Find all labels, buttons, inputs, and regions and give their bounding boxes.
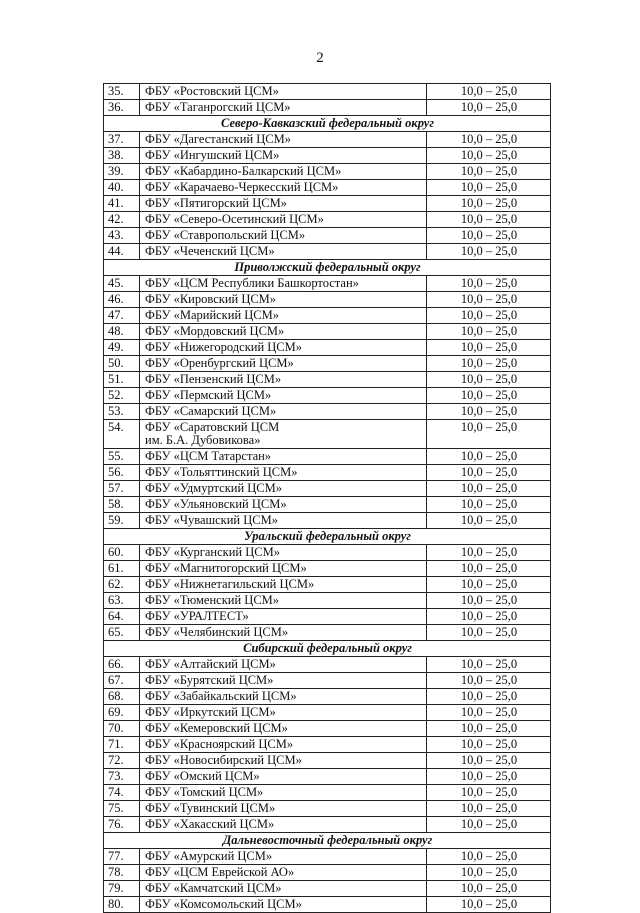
table-row xyxy=(104,404,551,420)
value-range: 10,0 – 25,0 xyxy=(427,737,551,753)
region-header-row xyxy=(104,116,551,132)
row-number: 37. xyxy=(104,132,140,148)
organization-name: ФБУ «Пермский ЦСМ» xyxy=(140,388,427,404)
organization-name: ФБУ «Красноярский ЦСМ» xyxy=(140,737,427,753)
organization-name: ФБУ «Кировский ЦСМ» xyxy=(140,292,427,308)
value-range: 10,0 – 25,0 xyxy=(427,228,551,244)
organization-name: ФБУ «Омский ЦСМ» xyxy=(140,769,427,785)
table-row xyxy=(104,244,551,260)
organization-name: ФБУ «Удмуртский ЦСМ» xyxy=(140,481,427,497)
row-number: 72. xyxy=(104,753,140,769)
table-row xyxy=(104,276,551,292)
row-number: 49. xyxy=(104,340,140,356)
row-number: 59. xyxy=(104,513,140,529)
row-number: 75. xyxy=(104,801,140,817)
value-range: 10,0 – 25,0 xyxy=(427,865,551,881)
table-row xyxy=(104,308,551,324)
value-range: 10,0 – 25,0 xyxy=(427,164,551,180)
value-range: 10,0 – 25,0 xyxy=(427,673,551,689)
table-row xyxy=(104,481,551,497)
value-range: 10,0 – 25,0 xyxy=(427,196,551,212)
organization-name: ФБУ «Мордовский ЦСМ» xyxy=(140,324,427,340)
row-number: 41. xyxy=(104,196,140,212)
organization-name: ФБУ «Алтайский ЦСМ» xyxy=(140,657,427,673)
row-number: 71. xyxy=(104,737,140,753)
row-number: 50. xyxy=(104,356,140,372)
row-number: 73. xyxy=(104,769,140,785)
organization-name: ФБУ «Кемеровский ЦСМ» xyxy=(140,721,427,737)
value-range: 10,0 – 25,0 xyxy=(427,180,551,196)
value-range: 10,0 – 25,0 xyxy=(427,753,551,769)
row-number: 43. xyxy=(104,228,140,244)
row-number: 44. xyxy=(104,244,140,260)
table-row xyxy=(104,100,551,116)
value-range: 10,0 – 25,0 xyxy=(427,785,551,801)
organization-name: ФБУ «Северо-Осетинский ЦСМ» xyxy=(140,212,427,228)
organization-name: ФБУ «Кабардино-Балкарский ЦСМ» xyxy=(140,164,427,180)
region-header-row xyxy=(104,833,551,849)
value-range: 10,0 – 25,0 xyxy=(427,561,551,577)
row-number: 63. xyxy=(104,593,140,609)
row-number: 67. xyxy=(104,673,140,689)
row-number: 77. xyxy=(104,849,140,865)
value-range: 10,0 – 25,0 xyxy=(427,769,551,785)
region-header-row xyxy=(104,260,551,276)
row-number: 53. xyxy=(104,404,140,420)
value-range: 10,0 – 25,0 xyxy=(427,292,551,308)
organization-name: ФБУ «Новосибирский ЦСМ» xyxy=(140,753,427,769)
value-range: 10,0 – 25,0 xyxy=(427,689,551,705)
value-range: 10,0 – 25,0 xyxy=(427,721,551,737)
table-row xyxy=(104,865,551,881)
table-row xyxy=(104,420,551,449)
table-row xyxy=(104,449,551,465)
row-number: 74. xyxy=(104,785,140,801)
value-range: 10,0 – 25,0 xyxy=(427,404,551,420)
table-row xyxy=(104,196,551,212)
value-range: 10,0 – 25,0 xyxy=(427,132,551,148)
table-row xyxy=(104,356,551,372)
organization-name-line-2: им. Б.А. Дубовикова» xyxy=(145,433,261,447)
organization-name: ФБУ «Карачаево-Черкесский ЦСМ» xyxy=(140,180,427,196)
region-title: Северо-Кавказский федеральный округ xyxy=(104,116,551,132)
value-range: 10,0 – 25,0 xyxy=(427,577,551,593)
row-number: 47. xyxy=(104,308,140,324)
region-header-row xyxy=(104,641,551,657)
value-range: 10,0 – 25,0 xyxy=(427,340,551,356)
table-body xyxy=(104,84,551,913)
table-row xyxy=(104,737,551,753)
table-row xyxy=(104,84,551,100)
table-row xyxy=(104,132,551,148)
organization-name: ФБУ «Марийский ЦСМ» xyxy=(140,308,427,324)
region-header-row xyxy=(104,529,551,545)
value-range: 10,0 – 25,0 xyxy=(427,465,551,481)
table-row xyxy=(104,881,551,897)
organization-name: ФБУ «Тюменский ЦСМ» xyxy=(140,593,427,609)
value-range: 10,0 – 25,0 xyxy=(427,324,551,340)
organization-name: ФБУ «Ростовский ЦСМ» xyxy=(140,84,427,100)
row-number: 35. xyxy=(104,84,140,100)
organization-name: ФБУ «Таганрогский ЦСМ» xyxy=(140,100,427,116)
value-range: 10,0 – 25,0 xyxy=(427,817,551,833)
organization-name: ФБУ «Амурский ЦСМ» xyxy=(140,849,427,865)
row-number: 39. xyxy=(104,164,140,180)
value-range: 10,0 – 25,0 xyxy=(427,593,551,609)
value-range: 10,0 – 25,0 xyxy=(427,372,551,388)
value-range: 10,0 – 25,0 xyxy=(427,84,551,100)
row-number: 66. xyxy=(104,657,140,673)
table-row xyxy=(104,801,551,817)
row-number: 38. xyxy=(104,148,140,164)
table-row xyxy=(104,705,551,721)
value-range: 10,0 – 25,0 xyxy=(427,657,551,673)
value-range: 10,0 – 25,0 xyxy=(427,881,551,897)
organization-name: ФБУ «Оренбургский ЦСМ» xyxy=(140,356,427,372)
table-row xyxy=(104,465,551,481)
value-range: 10,0 – 25,0 xyxy=(427,497,551,513)
value-range: 10,0 – 25,0 xyxy=(427,481,551,497)
row-number: 79. xyxy=(104,881,140,897)
organization-name: ФБУ «Нижегородский ЦСМ» xyxy=(140,340,427,356)
value-range: 10,0 – 25,0 xyxy=(427,609,551,625)
row-number: 55. xyxy=(104,449,140,465)
region-title: Сибирский федеральный округ xyxy=(104,641,551,657)
value-range: 10,0 – 25,0 xyxy=(427,449,551,465)
organization-name: ФБУ «Томский ЦСМ» xyxy=(140,785,427,801)
organization-name: ФБУ «Бурятский ЦСМ» xyxy=(140,673,427,689)
organization-name: ФБУ «ЦСМ Еврейской АО» xyxy=(140,865,427,881)
row-number: 61. xyxy=(104,561,140,577)
table-row xyxy=(104,180,551,196)
value-range: 10,0 – 25,0 xyxy=(427,849,551,865)
organization-name: ФБУ «Ульяновский ЦСМ» xyxy=(140,497,427,513)
value-range: 10,0 – 25,0 xyxy=(427,705,551,721)
organization-name-line-1: ФБУ «Саратовский ЦСМ xyxy=(145,420,280,434)
row-number: 51. xyxy=(104,372,140,388)
value-range: 10,0 – 25,0 xyxy=(427,897,551,913)
value-range: 10,0 – 25,0 xyxy=(427,100,551,116)
row-number: 69. xyxy=(104,705,140,721)
organization-name: ФБУ «Комсомольский ЦСМ» xyxy=(140,897,427,913)
table-row xyxy=(104,388,551,404)
table-row xyxy=(104,148,551,164)
organization-name: ФБУ «Ставропольский ЦСМ» xyxy=(140,228,427,244)
table-row xyxy=(104,545,551,561)
table-row xyxy=(104,657,551,673)
row-number: 65. xyxy=(104,625,140,641)
organization-name: ФБУ «Забайкальский ЦСМ» xyxy=(140,689,427,705)
organization-name: ФБУ «Тувинский ЦСМ» xyxy=(140,801,427,817)
value-range: 10,0 – 25,0 xyxy=(427,801,551,817)
table-row xyxy=(104,497,551,513)
organization-name: ФБУ «Тольяттинский ЦСМ» xyxy=(140,465,427,481)
organization-name: ФБУ «Иркутский ЦСМ» xyxy=(140,705,427,721)
row-number: 52. xyxy=(104,388,140,404)
row-number: 58. xyxy=(104,497,140,513)
table-row xyxy=(104,340,551,356)
value-range: 10,0 – 25,0 xyxy=(427,148,551,164)
table-row xyxy=(104,609,551,625)
table-row xyxy=(104,769,551,785)
table-row xyxy=(104,689,551,705)
row-number: 46. xyxy=(104,292,140,308)
csm-table xyxy=(103,83,551,913)
table-row xyxy=(104,673,551,689)
row-number: 78. xyxy=(104,865,140,881)
table-row xyxy=(104,849,551,865)
table-row xyxy=(104,513,551,529)
organization-name xyxy=(140,420,427,449)
row-number: 40. xyxy=(104,180,140,196)
table-row xyxy=(104,817,551,833)
organization-name: ФБУ «Чувашский ЦСМ» xyxy=(140,513,427,529)
row-number: 76. xyxy=(104,817,140,833)
value-range: 10,0 – 25,0 xyxy=(427,356,551,372)
organization-name: ФБУ «Чеченский ЦСМ» xyxy=(140,244,427,260)
organization-name: ФБУ «УРАЛТЕСТ» xyxy=(140,609,427,625)
organization-name: ФБУ «ЦСМ Татарстан» xyxy=(140,449,427,465)
organization-name: ФБУ «Самарский ЦСМ» xyxy=(140,404,427,420)
organization-name: ФБУ «Магнитогорский ЦСМ» xyxy=(140,561,427,577)
row-number: 56. xyxy=(104,465,140,481)
value-range: 10,0 – 25,0 xyxy=(427,513,551,529)
table-row xyxy=(104,753,551,769)
organization-name: ФБУ «Курганский ЦСМ» xyxy=(140,545,427,561)
row-number: 60. xyxy=(104,545,140,561)
value-range: 10,0 – 25,0 xyxy=(427,388,551,404)
region-title: Приволжский федеральный округ xyxy=(104,260,551,276)
row-number: 64. xyxy=(104,609,140,625)
organization-name: ФБУ «Хакасский ЦСМ» xyxy=(140,817,427,833)
row-number: 54. xyxy=(104,420,140,449)
row-number: 36. xyxy=(104,100,140,116)
row-number: 62. xyxy=(104,577,140,593)
table-row xyxy=(104,324,551,340)
table-row xyxy=(104,561,551,577)
row-number: 42. xyxy=(104,212,140,228)
table-row xyxy=(104,785,551,801)
value-range: 10,0 – 25,0 xyxy=(427,308,551,324)
value-range: 10,0 – 25,0 xyxy=(427,420,551,449)
organization-name: ФБУ «ЦСМ Республики Башкортостан» xyxy=(140,276,427,292)
table-row xyxy=(104,292,551,308)
table-row xyxy=(104,372,551,388)
organization-name: ФБУ «Ингушский ЦСМ» xyxy=(140,148,427,164)
page-number: 2 xyxy=(316,50,324,66)
organization-name: ФБУ «Камчатский ЦСМ» xyxy=(140,881,427,897)
row-number: 68. xyxy=(104,689,140,705)
organization-name: ФБУ «Пензенский ЦСМ» xyxy=(140,372,427,388)
region-title: Уральский федеральный округ xyxy=(104,529,551,545)
region-title: Дальневосточный федеральный округ xyxy=(104,833,551,849)
table-row xyxy=(104,228,551,244)
value-range: 10,0 – 25,0 xyxy=(427,625,551,641)
row-number: 45. xyxy=(104,276,140,292)
table-row xyxy=(104,625,551,641)
value-range: 10,0 – 25,0 xyxy=(427,276,551,292)
value-range: 10,0 – 25,0 xyxy=(427,545,551,561)
value-range: 10,0 – 25,0 xyxy=(427,244,551,260)
organization-name: ФБУ «Нижнетагильский ЦСМ» xyxy=(140,577,427,593)
table-row xyxy=(104,593,551,609)
table-row xyxy=(104,164,551,180)
row-number: 80. xyxy=(104,897,140,913)
table-row xyxy=(104,577,551,593)
organization-name: ФБУ «Пятигорский ЦСМ» xyxy=(140,196,427,212)
row-number: 57. xyxy=(104,481,140,497)
organization-name: ФБУ «Дагестанский ЦСМ» xyxy=(140,132,427,148)
organization-name: ФБУ «Челябинский ЦСМ» xyxy=(140,625,427,641)
table-row xyxy=(104,721,551,737)
value-range: 10,0 – 25,0 xyxy=(427,212,551,228)
table-row xyxy=(104,212,551,228)
row-number: 48. xyxy=(104,324,140,340)
row-number: 70. xyxy=(104,721,140,737)
